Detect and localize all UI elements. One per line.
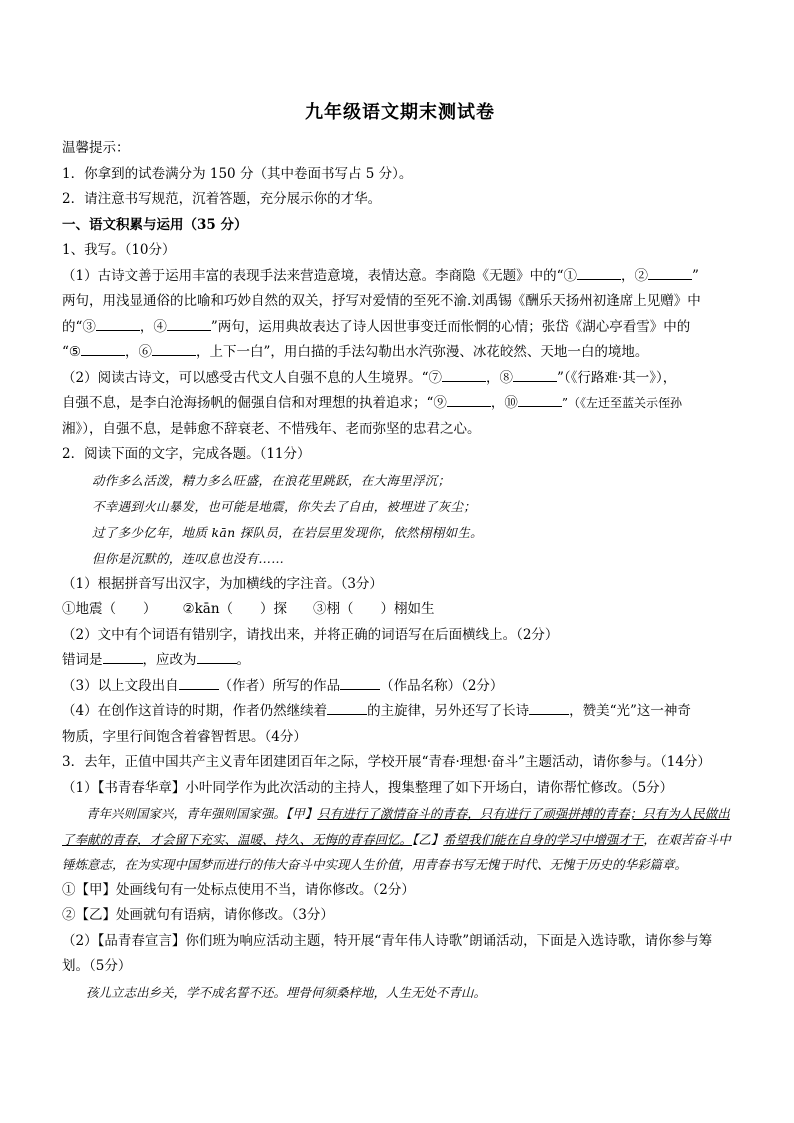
text: 错词是 — [62, 652, 103, 668]
q3-p2: （2）【品青春宣言】你们班为响应活动主题，特开展“青年伟人诗歌”朗诵活动，下面是入选诗歌，请你参与筹划。（5分） — [62, 932, 713, 974]
text: ” — [692, 267, 699, 284]
text: ”（《左迁至蓝关示侄孙 — [561, 396, 683, 410]
answer-blank-correct-word[interactable] — [197, 649, 237, 664]
answer-blank-theme[interactable] — [327, 700, 367, 715]
q2-sub4 — [62, 699, 738, 725]
text: ，赞美“光”这一神奇 — [569, 703, 691, 719]
text: ，⑧ — [486, 369, 513, 386]
text: （2）阅读古诗文，可以感受古代文人自强不息的人生境界。“⑦ — [62, 369, 442, 386]
answer-blank-8[interactable] — [513, 367, 557, 382]
poem-line-2: 不幸遇到火山暴发，也可能是地震，你失去了自由，被埋进了灰尘； — [92, 498, 477, 514]
text: 青年兴则国家兴，青年强则国家强。【甲】 — [86, 806, 318, 821]
answer-blank-6[interactable] — [152, 341, 196, 356]
sub1-item-3[interactable]: ③栩（ ）栩如生 — [313, 601, 435, 617]
tip-item-1: 1．你拿到的试卷满分为 150 分（其中卷面书写占 5 分）。 — [62, 165, 413, 182]
text: ，④ — [139, 318, 167, 335]
q1-p1-line4 — [62, 340, 738, 366]
q2-sub2: （2）文中有个词语有错别字，请找出来，并将正确的词语写在后面横线上。（2分） — [62, 626, 559, 643]
answer-blank-10[interactable] — [518, 392, 562, 407]
answer-blank-5[interactable] — [81, 341, 125, 356]
answer-blank-9[interactable] — [447, 392, 491, 407]
answer-blank-2[interactable] — [648, 265, 692, 280]
answer-blank-author[interactable] — [179, 675, 219, 690]
answer-blank-7[interactable] — [442, 367, 486, 382]
text: （1）古诗文善于运用丰富的表现手法来营造意境，表情达意。李商隐《无题》中的“① — [62, 267, 577, 284]
poem-line-3: 过了多少亿年，地质 kān 探队员，在岩层里发现你，依然栩栩如生。 — [92, 524, 483, 540]
q1-p1-line3 — [62, 315, 738, 341]
underlined-sentence-jia: 只有进行了激情奋斗的青春，只有进行了顽强拼搏的青春；只有为人民做出了奉献的青春，才会留下充实、温暖、持久、无悔的青春回忆。 — [62, 806, 730, 847]
text: 【乙】 — [412, 831, 444, 847]
answer-blank-work[interactable] — [340, 675, 380, 690]
q2-sub2-answer — [62, 648, 738, 674]
section-heading: 一、语文积累与运用（35 分） — [62, 216, 248, 233]
answer-blank-4[interactable] — [167, 316, 211, 331]
q3-sub-b: ②【乙】处画就句有语病，请你修改。（3分） — [62, 907, 334, 923]
page-title: 九年级语文期末测试卷 — [305, 102, 495, 123]
answer-blank-3[interactable] — [96, 316, 140, 331]
sub1-item-2[interactable]: ②kān（ ）探 — [182, 601, 288, 617]
question-3-label: 3．去年，正值中国共产主义青年团建团百年之际，学校开展“青春·理想·奋斗”主题活动，请你参与。（14分） — [62, 754, 711, 770]
text: ”（《行路难·其一》）， — [557, 369, 677, 386]
text: 的“③ — [62, 318, 96, 335]
text: ，在艰苦奋斗中锤炼意志，在为实现中国梦而进行的伟大奋斗中实现人生价值，用青春书写无愧于时代、无愧于历史的华彩篇章。 — [62, 831, 731, 872]
q1-p2-line1 — [62, 366, 738, 392]
answer-blank-1[interactable] — [577, 265, 621, 280]
q1-p1-line1 — [62, 264, 738, 290]
text: （4）在创作这首诗的时期，作者仍然继续着 — [62, 703, 328, 719]
text: ，应改为 — [142, 652, 197, 668]
question-1-label: 1、我写。（10分） — [62, 242, 176, 258]
poem-line-1: 动作多么活泼，精力多么旺盛，在浪花里跳跃，在大海里浮沉； — [92, 472, 451, 488]
q2-sub4-cont: 物质，字里行间饱含着睿智哲思。（4分） — [62, 728, 307, 745]
text: ，⑥ — [125, 344, 153, 360]
q2-sub1-items — [62, 597, 738, 623]
q2-sub1: （1）根据拼音写出汉字，为加横线的字注音。（3分） — [62, 575, 383, 592]
opening-passage — [62, 801, 738, 878]
question-2-label: 2．阅读下面的文字，完成各题。（11分） — [62, 446, 311, 462]
sub1-item-1[interactable]: ①地震（ ） — [62, 601, 157, 617]
q3-p1: （1）【书青春华章】小叶同学作为此次活动的主持人，搜集整理了如下开场白，请你帮忙修改。（5分） — [62, 779, 674, 796]
tips-heading: 温馨提示： — [62, 140, 130, 156]
poem-line-4: 但你是沉默的，连叹息也没有…… — [92, 550, 285, 566]
text: ”两句，运用典故表达了诗人因世事变迁而怅惘的心情；张岱《湖心亭看雪》中的 — [210, 318, 691, 335]
text: （作品名称）（2分） — [380, 677, 504, 694]
text: 自强不息，是李白沧海扬帆的倔强自信和对理想的执着追求；“⑨ — [62, 395, 447, 411]
q1-p1-line2: 两句，用浅显通俗的比喻和巧妙自然的双关，抒写对爱情的至死不渝.刘禹锡《酬乐天扬州初逢席上见赠》中 — [62, 293, 701, 309]
text: （3）以上文段出自 — [62, 677, 179, 694]
q1-p2-line2 — [62, 391, 738, 417]
text: ，② — [621, 267, 648, 284]
text: ，上下一白”，用白描的手法勾勒出水汽弥漫、冰花皎然、天地一白的境地。 — [196, 344, 649, 360]
selected-poem: 孩儿立志出乡关，学不成名誓不还。埋骨何须桑梓地，人生无处不青山。 — [86, 984, 487, 1000]
exam-page — [62, 92, 738, 1005]
text: ，⑩ — [490, 395, 518, 411]
answer-blank-poem[interactable] — [529, 700, 569, 715]
q1-p2-line3: 湘》），自强不息，是韩愈不辞衰老、不惜残年、老而弥坚的忠君之心。 — [62, 420, 481, 437]
text: 。 — [236, 652, 250, 668]
underlined-sentence-yi: 希望我们能在自身的学习中增强才干 — [443, 831, 644, 847]
text: （作者）所写的作品 — [218, 677, 341, 694]
tip-item-2: 2．请注意书写规范，沉着答题，充分展示你的才华。 — [62, 191, 382, 207]
answer-blank-wrong-word[interactable] — [103, 649, 143, 664]
q3-sub-a: ①【甲】处画线句有一处标点使用不当，请你修改。（2分） — [62, 881, 415, 898]
text: 的主旋律，另外还写了长诗 — [367, 703, 530, 719]
q2-sub3 — [62, 674, 738, 700]
text: “⑤ — [62, 344, 82, 360]
